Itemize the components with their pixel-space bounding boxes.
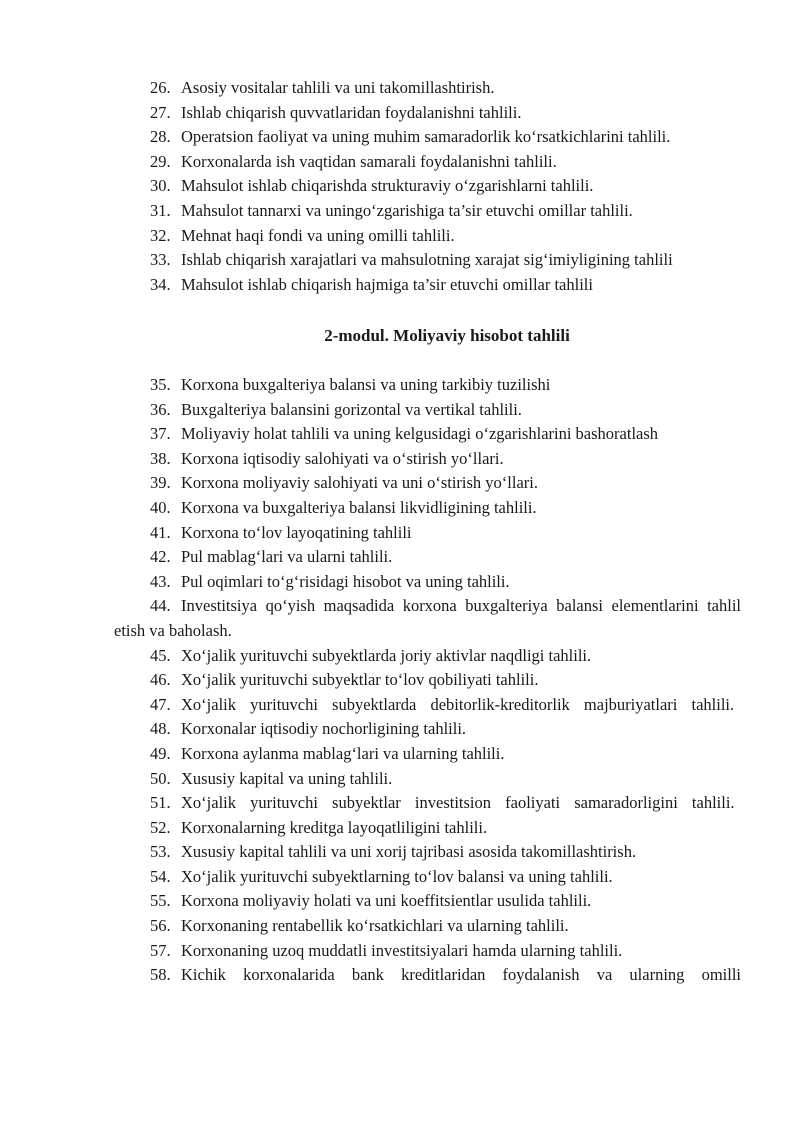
list-item (0, 422, 800, 447)
topic-list-module-1 (0, 76, 800, 297)
topic-list-module-2 (0, 373, 800, 988)
item-number: 56. (150, 916, 171, 936)
item-text: Mahsulot ishlab chiqarishda strukturaviy o‘zgarishlarni tahlili. (181, 176, 594, 196)
list-item (0, 668, 800, 693)
item-number: 57. (150, 940, 171, 960)
item-text: Operatsion faoliyat va uning muhim samaradorlik ko‘rsatkichlarini tahlili. (181, 127, 671, 147)
item-number: 35. (150, 375, 171, 394)
item-text: Kichik korxonalarida bank kreditlaridan foydalanish va ularning omilli (181, 965, 741, 985)
item-text: Korxona aylanma mablag‘lari va ularning tahlili. (181, 743, 505, 763)
item-text: Korxona moliyaviy holati va uni koeffitsientlar usulida tahlili. (181, 891, 592, 911)
list-item (0, 373, 800, 398)
list-item (0, 447, 800, 472)
item-number: 54. (150, 866, 171, 886)
item-number: 29. (150, 151, 171, 171)
list-item-wrapped (114, 693, 741, 718)
item-text: Korxona buxgalteriya balansi va uning tarkibiy tuzilishi (181, 375, 551, 394)
item-text: Pul oqimlari to‘g‘risidagi hisobot va uning tahlili. (181, 571, 510, 591)
item-number: 53. (150, 842, 171, 862)
item-number: 50. (150, 768, 171, 788)
item-number: 27. (150, 102, 171, 122)
item-text: Mahsulot ishlab chiqarish hajmiga ta’sir etuvchi omillar tahlili (181, 274, 593, 294)
list-item-wrapped (114, 963, 741, 988)
item-number: 28. (150, 127, 171, 147)
list-item (0, 521, 800, 546)
item-number: 45. (150, 645, 171, 665)
item-text: Korxona to‘lov layoqatining tahlili (181, 522, 412, 542)
item-text: Investitsiya qo‘yish maqsadida korxona buxgalteriya balansi elementlarini tahlil etish va baholash. (114, 596, 741, 640)
list-item (0, 742, 800, 767)
list-item (0, 273, 800, 298)
list-item (0, 816, 800, 841)
item-text: Xo‘jalik yurituvchi subyektlar investitsion faoliyati samaradorligini tahlili. (181, 793, 735, 813)
list-item (0, 471, 800, 496)
item-text: Buxgalteriya balansini gorizontal va vertikal tahlili. (181, 399, 522, 419)
item-text: Korxona va buxgalteriya balansi likvidligining tahlili. (181, 497, 537, 517)
item-number: 47. (150, 694, 171, 714)
item-text: Korxona moliyaviy salohiyati va uni o‘stirish yo‘llari. (181, 473, 538, 493)
item-text: Pul mablag‘lari va ularni tahlili. (181, 547, 393, 567)
list-item (0, 889, 800, 914)
item-number: 46. (150, 670, 171, 690)
item-text: Korxonalarda ish vaqtidan samarali foydalanishni tahlili. (181, 151, 557, 171)
item-text: Xususiy kapital va uning tahlili. (181, 768, 393, 788)
item-number: 38. (150, 448, 171, 468)
item-text: Mahsulot tannarxi va uningo‘zgarishiga ta’sir etuvchi omillar tahlili. (181, 200, 633, 220)
module-heading (0, 323, 800, 349)
item-number: 52. (150, 817, 171, 837)
item-number: 37. (150, 424, 171, 444)
item-number: 49. (150, 743, 171, 763)
list-item (0, 150, 800, 175)
item-text: Xo‘jalik yurituvchi subyektlarning to‘lov balansi va uning tahlili. (181, 866, 613, 886)
item-text: Ishlab chiqarish xarajatlari va mahsulotning xarajat sig‘imiyligining tahlili (181, 250, 673, 270)
item-number: 39. (150, 473, 171, 493)
list-item (0, 199, 800, 224)
item-number: 40. (150, 497, 171, 517)
item-text: Korxona iqtisodiy salohiyati va o‘stirish yo‘llari. (181, 448, 504, 468)
list-item (0, 125, 800, 150)
item-number: 36. (150, 399, 171, 419)
item-number: 55. (150, 891, 171, 911)
item-text: Mehnat haqi fondi va uning omilli tahlili. (181, 225, 455, 245)
item-number: 33. (150, 250, 171, 270)
item-number: 32. (150, 225, 171, 245)
item-text: Xo‘jalik yurituvchi subyektlarda debitorlik-kreditorlik majburiyatlari tahlili. (181, 694, 735, 714)
item-number: 30. (150, 176, 171, 196)
item-text: Korxonalar iqtisodiy nochorligining tahlili. (181, 719, 467, 739)
item-text: Korxonaning uzoq muddatli investitsiyalari hamda ularning tahlili. (181, 940, 623, 960)
list-item (0, 767, 800, 792)
list-item-wrapped (114, 791, 741, 816)
item-number: 26. (150, 78, 171, 97)
list-item (0, 717, 800, 742)
list-item (0, 865, 800, 890)
item-text: Korxonaning rentabellik ko‘rsatkichlari va ularning tahlili. (181, 916, 569, 936)
list-item (0, 398, 800, 423)
item-number: 51. (150, 793, 171, 813)
item-number: 41. (150, 522, 171, 542)
item-text: Xususiy kapital tahlili va uni xorij tajribasi asosida takomillashtirish. (181, 842, 637, 862)
list-item (0, 174, 800, 199)
list-item (0, 101, 800, 126)
module-heading-text: 2-modul. Moliyaviy hisobot tahlili (324, 326, 570, 345)
item-text: Korxonalarning kreditga layoqatliligini tahlili. (181, 817, 488, 837)
list-item (0, 570, 800, 595)
item-number: 42. (150, 547, 171, 567)
item-text: Xo‘jalik yurituvchi subyektlarda joriy aktivlar naqdligi tahlili. (181, 645, 592, 665)
list-item (0, 545, 800, 570)
item-text: Ishlab chiqarish quvvatlaridan foydalanishni tahlili. (181, 102, 522, 122)
item-number: 43. (150, 571, 171, 591)
item-text: Xo‘jalik yurituvchi subyektlar to‘lov qobiliyati tahlili. (181, 670, 539, 690)
item-number: 44. (150, 596, 171, 616)
list-item-wrapped (114, 594, 741, 643)
list-item (0, 840, 800, 865)
item-number: 48. (150, 719, 171, 739)
list-item (0, 644, 800, 669)
list-item (0, 76, 800, 101)
list-item (0, 496, 800, 521)
item-text: Moliyaviy holat tahlili va uning kelgusidagi o‘zgarishlarini bashoratlash (181, 424, 659, 444)
item-number: 31. (150, 200, 171, 220)
item-number: 34. (150, 274, 171, 294)
item-text: Asosiy vositalar tahlili va uni takomillashtirish. (181, 78, 495, 97)
list-item (0, 939, 800, 964)
list-item (0, 224, 800, 249)
list-item (0, 248, 800, 273)
list-item (0, 914, 800, 939)
item-number: 58. (150, 965, 171, 985)
